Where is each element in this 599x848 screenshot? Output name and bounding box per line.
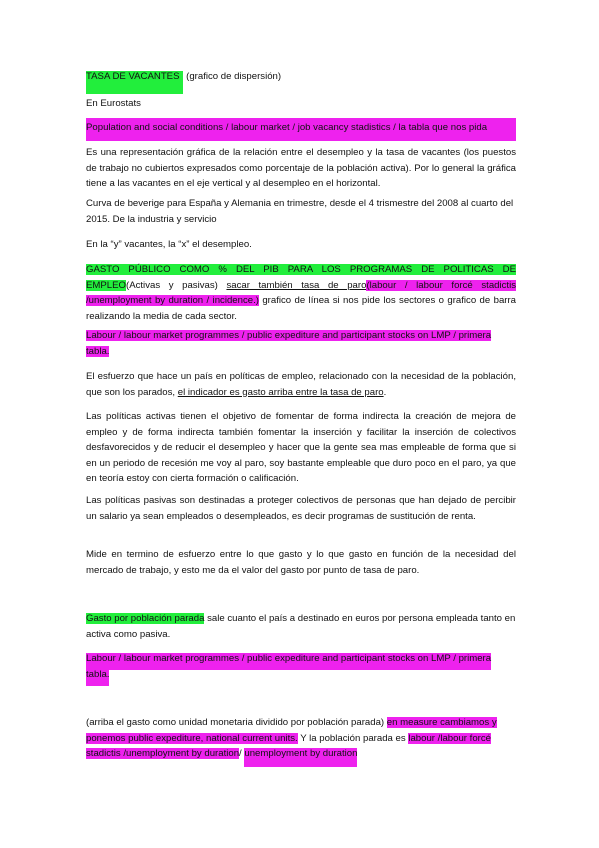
heading-tasa-vacantes: TASA DE VACANTES (grafico de dispersión) [86,69,516,85]
magenta-highlight: Labour / labour market programmes / public expediture and participant stocks on LMP / primera tabla. [86,653,491,686]
path-lmp-1 [86,328,516,359]
paragraph-esfuerzo: El esfuerzo que hace un país en políticas de empleo, relacionado con la necesidad de la población, que son los parados, el indicador es gasto arriba entre la tasa de paro. [86,371,516,398]
heading-gasto-poblacion-parada: Gasto por población parada sale cuanto el país a destinado en euros por persona empleada tanto en activa como pasiva. [86,613,516,640]
magenta-highlight: labour /labour forcé stadictis /unemployment by duration [86,732,491,759]
heading-gasto-publico: GASTO PÚBLICO COMO % DEL PIB PARA LOS PROGRAMAS DE POLITICAS DE EMPLEO(Activas y pasivas) sacar también tasa de paro(labour / labour forcé stadictis /unemployment by duration / incidence.) grafico de línea si nos pide los sectores o grafico de barra realizando la media de cada sector. [86,264,517,322]
green-highlight: Gasto por población parada [86,613,205,624]
magenta-highlight: Labour / labour market programmes / public expediture and participant stocks on LMP / primera tabla. [86,330,492,357]
path-job-vacancy [86,118,516,141]
magenta-highlight: Population and social conditions / labour market / job vacancy stadistics / la tabla que nos pida [86,118,516,141]
green-highlight: TASA DE VACANTES [86,71,183,94]
paragraph-politicas-pasivas: Las políticas pasivas son destinadas a proteger colectivos de personas que han dejado de percibir un salario ya sean empleados o desempleados, es decir programas de sustitución de renta. [86,495,516,522]
paragraph-beveridge-definition: Es una representación gráfica de la relación entre el desempleo y la tasa de vacantes (los puestos de trabajo no cubiertos expresados como porcentaje de la población activa). Por lo general la gráfica tiene a las vacantes en el eje vertical y al desempleo en el horizontal. [86,147,516,189]
paragraph-arriba-gasto: (arriba el gasto como unidad monetaria dividido por población parada) en measure cambiamos y ponemos public expediture, national current units. Y la población parada es labour /labour forcé stadictis /unemployment by duration/ unemployment by duration [86,715,516,762]
paragraph-mide: Mide en termino de esfuerzo entre lo que gasto y lo que gasto en función de la necesidad del mercado de trabajo, y esto me da el valor del gasto por punto de tasa de paro. [86,549,516,576]
magenta-highlight: unemployment by duration [244,748,357,767]
magenta-highlight: (labour / labour forcé stadictis /unemployment by duration / incidence.) [86,279,517,306]
path-lmp-2 [86,651,516,682]
paragraph-eurostats: En Eurostats [86,98,141,109]
paragraph-politicas-activas: Las políticas activas tienen el objetivo de fomentar de forma indirecta la creación de mejora de empleo y de forma indirecta también fomentar la inserción y facilitar la inserción de colectivos desfavorecidos y de reducir el desempleo y hacer que la gente sea mas empleable de forma que si en un periodo de recesión me voy al paro, soy bastante empleable que duro poco en el paro, ya que en teoría estoy con cierta formación o calificación. [86,411,516,484]
magenta-highlight: en measure cambiamos y ponemos public expediture, national current units. [86,717,497,744]
paragraph-beveridge-curve: Curva de beverige para España y Alemania en trimestre, desde el 4 trismestre del 2008 al cuarto del 2015. De la industria y servicio [86,198,514,225]
green-highlight: GASTO PÚBLICO COMO % DEL PIB PARA LOS PROGRAMAS DE POLITICAS DE EMPLEO [86,264,516,291]
paragraph-axes: En la “y” vacantes, la “x” el desempleo. [86,239,252,250]
